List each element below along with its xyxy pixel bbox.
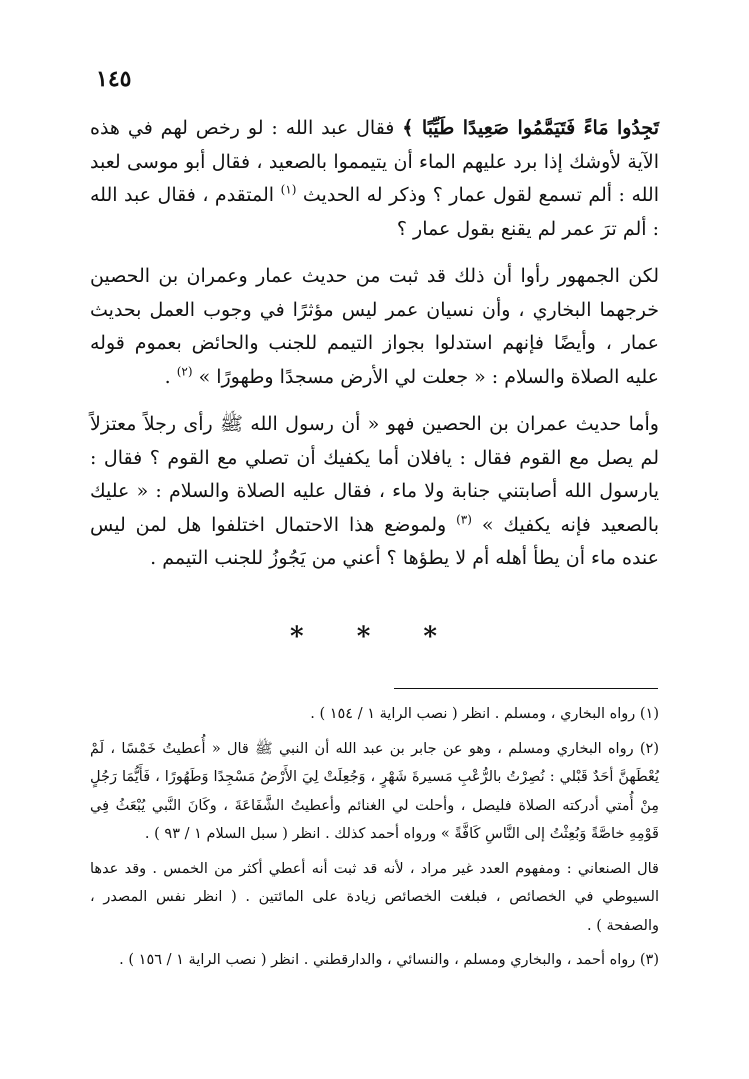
paragraph-text: وأما حديث عمران بن الحصين فهو « أن رسول الله ﷺ رأى رجلاً معتزلاً لم يصل مع القوم فقال : يافلان أما يكفيك أن تصلي مع القوم ؟ فقال : يارسول الله أصابتني جنابة ولا ماء ، فقال عليه الصلاة والسلام : « عليك بالصعيد فإنه يكفيك » bbox=[90, 413, 659, 536]
footnote-3: (٣) رواه أحمد ، والبخاري ومسلم ، والنسائي ، والدارقطني . انظر ( نصب الراية ١ / ١٥٦ ) . bbox=[119, 952, 659, 968]
paragraph-1 bbox=[90, 112, 659, 246]
footnote-1: (١) رواه البخاري ، ومسلم . انظر ( نصب الراية ١ / ١٥٤ ) . bbox=[310, 706, 659, 722]
footnotes bbox=[90, 700, 659, 975]
section-divider-stars: * * * bbox=[290, 622, 459, 652]
page-number: ١٤٥ bbox=[96, 66, 132, 92]
footnote-ref-2[interactable]: (٢) bbox=[176, 364, 193, 379]
main-text bbox=[90, 112, 659, 576]
paragraph-text-continued: . bbox=[164, 365, 177, 388]
paragraph-text-continued: المتقدم ، فقال عبد الله : ألم ترَ عمر لم يقنع بقول عمار ؟ bbox=[90, 184, 659, 240]
footnote-2: (٢) رواه البخاري ومسلم ، وهو عن جابر بن عبد الله أن النبي ﷺ قال « أُعطيتُ خَمْسًا ، لَمْ يُعْطَهنَّ أحَدٌ قَبْلي : نُصِرْتُ بالرُّعْبِ مَسيرةَ شَهْرٍ ، وَجُعِلَتْ لِيَ الأَرْضُ مَسْجِدًا وَطَهُورًا ، فَأَيُّمَا رَجُلٍ مِنْ أُمتي أدركته الصلاة فليصل ، وأحلت لي الغنائم وأعطيتُ الشَّفَاعَةَ ، وكَانَ النَّبي يُبْعَثُ فِي قَوْمِهِ خاصَّةً وَبُعِثْتُ إلى النَّاسِ كَافَّةً » ورواه أحمد كذلك . انظر ( سبل السلام ١ / ٩٣ ) . bbox=[90, 740, 659, 842]
paragraph-text-continued: ولموضع هذا الاحتمال اختلفوا هل لمن ليس عنده ماء أن يطأ أهله أم لا يطؤها ؟ أعني من يَجُوزُ للجنب التيمم . bbox=[90, 513, 659, 569]
footnote-ref-3[interactable]: (٣) bbox=[456, 512, 472, 527]
paragraph-2 bbox=[90, 260, 659, 394]
footnote-separator bbox=[394, 688, 658, 689]
footnote-2-note: قال الصنعاني : ومفهوم العدد غير مراد ، لأنه قد ثبت أنه أعطي أكثر من الخمس . وقد عدها السيوطي في الخصائص ، فبلغت الخصائص زيادة على المائتين . ( انظر نفس المصدر ، والصفحة ) . bbox=[90, 860, 659, 934]
paragraph-text: لكن الجمهور رأوا أن ذلك قد ثبت من حديث عمار وعمران بن الحصين خرجهما البخاري ، وأن نسيان عمر ليس مؤثرًا في وجوب العمل بحديث عمار ، وأيضًا فإنهم استدلوا بجواز التيمم للجنب والحائض بعموم قوله عليه الصلاة والسلام : « جعلت لي الأرض مسجدًا وطهورًا » bbox=[90, 265, 659, 388]
footnote-ref-1[interactable]: (١) bbox=[280, 182, 297, 197]
quran-verse: تَجِدُوا مَاءً فَتَيَمَّمُوا صَعِيدًا طَيِّبًا ﴾ bbox=[402, 117, 659, 139]
paragraph-text: فقال عبد الله : لو رخص لهم في هذه الآية لأوشك إذا برد عليهم الماء أن يتيمموا بالصعيد ، فقال أبو موسى لعبد الله : ألم تسمع لقول عمار ؟ وذكر له الحديث bbox=[90, 117, 659, 206]
paragraph-3 bbox=[90, 408, 659, 576]
